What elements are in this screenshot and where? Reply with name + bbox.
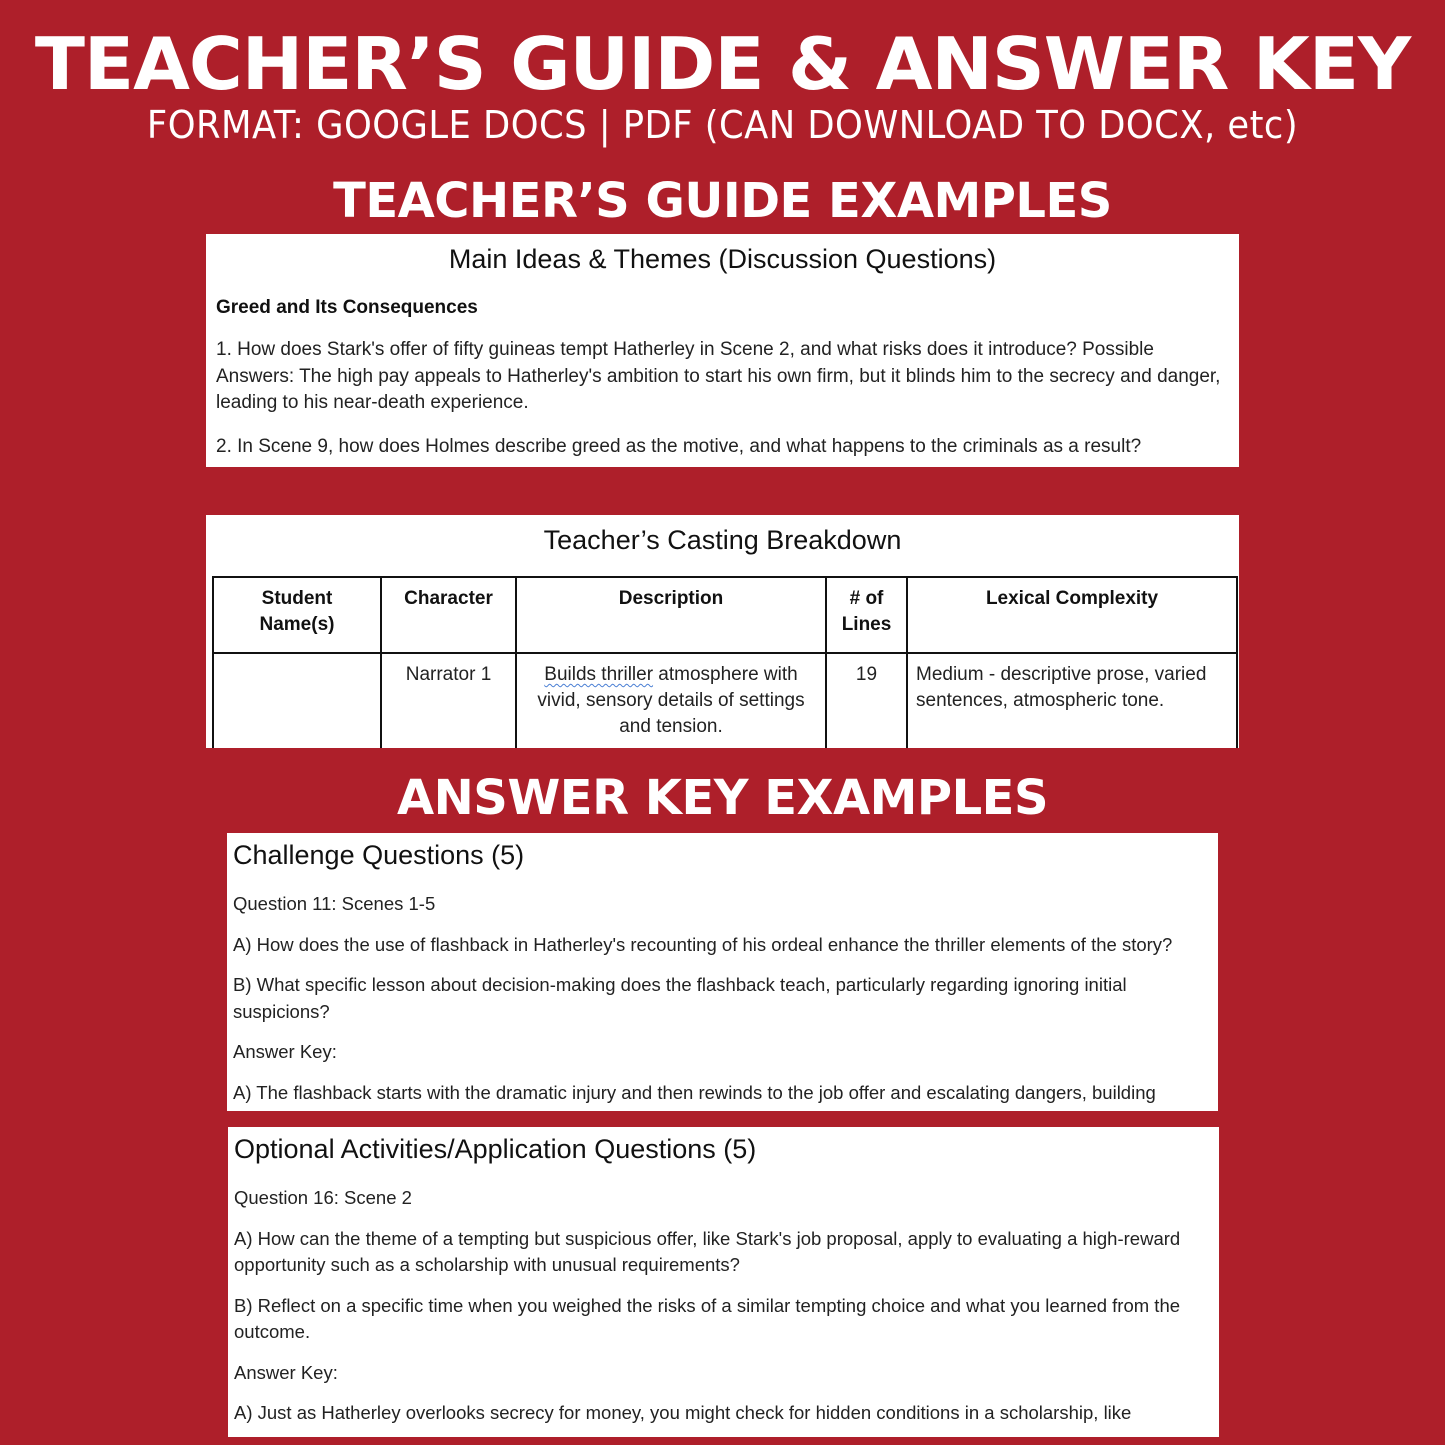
column-header-lines: # of Lines [826, 577, 907, 653]
table-row [213, 653, 1237, 748]
casting-title: Teacher’s Casting Breakdown [543, 525, 902, 555]
optional-document-card [228, 1127, 1219, 1437]
optional-title: Optional Activities/Application Questions (5) [234, 1134, 757, 1164]
cell-student [213, 653, 381, 748]
answer-key-label: Answer Key: [234, 1361, 338, 1383]
spellcheck-flagged-text: Builds thriller [544, 664, 654, 685]
casting-document-card [206, 515, 1239, 748]
challenge-title: Challenge Questions (5) [233, 840, 525, 870]
question-label: Question 11: Scenes 1-5 [233, 893, 436, 914]
column-header-character: Character [381, 577, 516, 653]
answer-key-label: Answer Key: [233, 1041, 337, 1062]
column-header-student: Student Name(s) [213, 577, 381, 653]
question-label: Question 16: Scene 2 [234, 1187, 412, 1208]
column-header-complexity: Lexical Complexity [907, 577, 1237, 653]
question-part-b: B) Reflect on a specific time when you weighed the risks of a similar tempting choice and what you learned from the outcome. [234, 1294, 1181, 1342]
page-title: TEACHER’S GUIDE & ANSWER KEY [34, 22, 1411, 106]
question-part-b: B) What specific lesson about decision-making does the flashback teach, particularly regarding ignoring initial suspicions? [233, 974, 1127, 1022]
table-header-row [213, 577, 1237, 653]
question-part-a: A) How does the use of flashback in Hatherley's recounting of his ordeal enhance the thriller elements of the story? [233, 933, 1173, 955]
themes-document-card [206, 234, 1239, 467]
cell-character: Narrator 1 [381, 653, 516, 748]
themes-subheading: Greed and Its Consequences [216, 297, 478, 318]
challenge-document-card [227, 833, 1218, 1111]
answer-part-a: A) Just as Hatherley overlooks secrecy for money, you might check for hidden conditions in a scholarship, like [234, 1402, 1132, 1423]
format-subtitle: FORMAT: GOOGLE DOCS | PDF (CAN DOWNLOAD TO DOCX, etc) [146, 103, 1299, 147]
question-part-a: A) How can the theme of a tempting but suspicious offer, like Stark's job proposal, apply to evaluating a high-reward opportunity such as a scholarship with unusual requirements? [234, 1227, 1181, 1275]
discussion-question: 2. In Scene 9, how does Holmes describe greed as the motive, and what happens to the criminals as a result? [216, 435, 1142, 457]
cell-complexity: Medium - descriptive prose, varied sentences, atmospheric tone. [907, 653, 1237, 748]
description-text: atmosphere with vivid, sensory details of settings and tension. [537, 664, 805, 737]
themes-title: Main Ideas & Themes (Discussion Questions) [448, 244, 997, 274]
answer-key-heading: ANSWER KEY EXAMPLES [396, 770, 1049, 826]
answer-part-a: A) The flashback starts with the dramatic injury and then rewinds to the job offer and escalating dangers, building [233, 1081, 1156, 1103]
teachers-guide-heading: TEACHER’S GUIDE EXAMPLES [333, 173, 1112, 229]
column-header-description: Description [516, 577, 826, 653]
casting-table [212, 576, 1238, 748]
cell-lines: 19 [826, 653, 907, 748]
discussion-question: 1. How does Stark's offer of fifty guineas tempt Hatherley in Scene 2, and what risks does it introduce? Possible Answers: The high pay appeals to Hatherley's ambition to start his own firm, but it blinds him to the secrecy and danger, leading to his near-death experience. [216, 339, 1221, 413]
cell-description [516, 653, 826, 748]
